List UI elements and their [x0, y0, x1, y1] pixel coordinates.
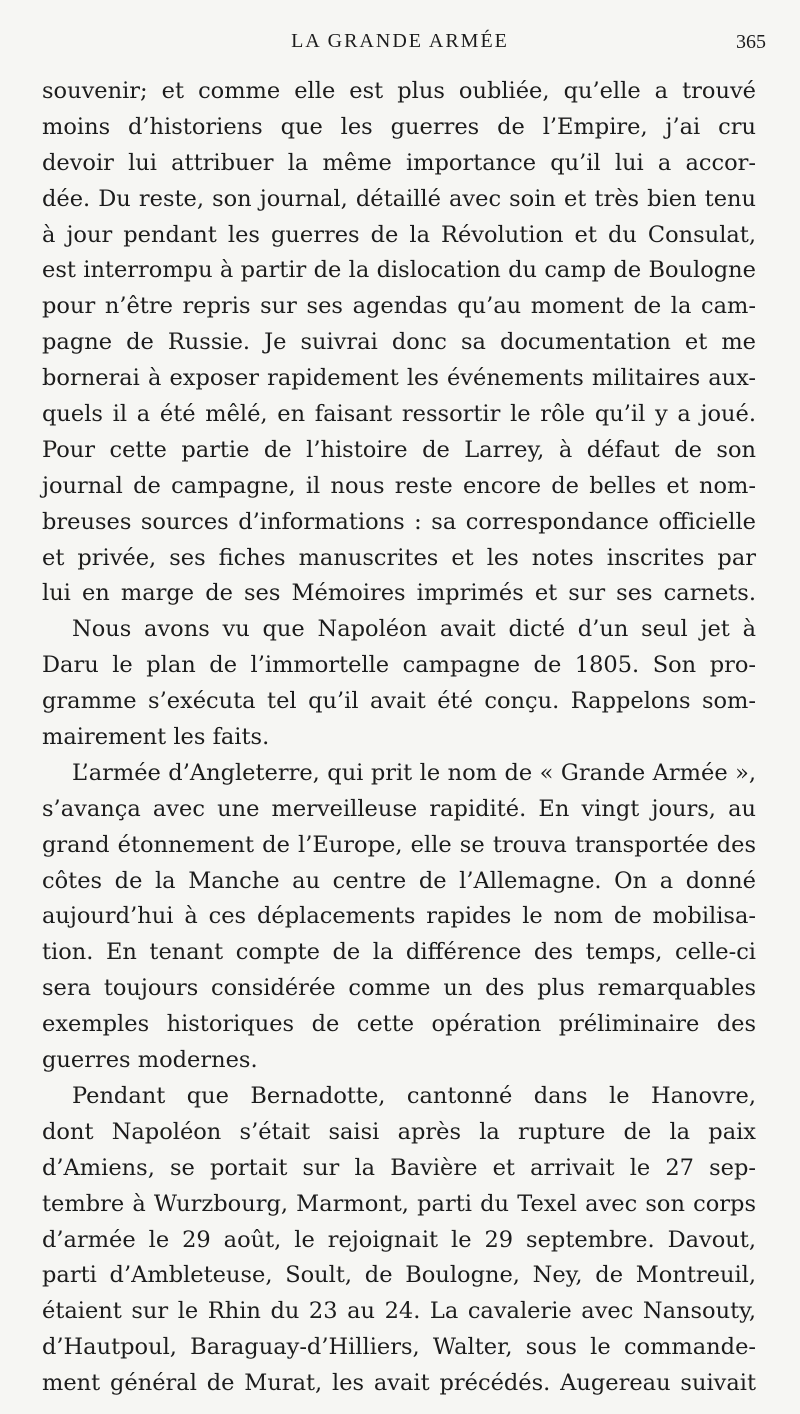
- text-line: gramme s’exécuta tel qu’il avait été conçu. Rappelons som-: [42, 688, 756, 715]
- text-line: dont Napoléon s’était saisi après la rupture de la paix: [42, 1118, 756, 1145]
- text-line: parti d’Ambleteuse, Soult, de Boulogne, Ney, de Montreuil,: [42, 1262, 756, 1289]
- text-line: Pendant que Bernadotte, cantonné dans le Hanovre,: [72, 1082, 756, 1109]
- text-line: tion. En tenant compte de la différence des temps, celle-ci: [42, 939, 756, 966]
- text-line: est interrompu à partir de la dislocation du camp de Boulogne: [42, 257, 756, 284]
- paragraph-4: [42, 1079, 756, 1402]
- text-line: s’avança avec une merveilleuse rapidité. En vingt jours, au: [42, 795, 756, 822]
- text-line: d’armée le 29 août, le rejoignait le 29 septembre. Davout,: [42, 1226, 756, 1253]
- text-line: d’Amiens, se portait sur la Bavière et arrivait le 27 sep-: [42, 1154, 756, 1181]
- text-line: mairement les faits.: [42, 724, 270, 751]
- text-line: grand étonnement de l’Europe, elle se trouva transportée des: [42, 831, 756, 858]
- running-head-title: LA GRANDE ARMÉE: [291, 30, 509, 52]
- text-line: guerres modernes.: [42, 1047, 258, 1074]
- text-line: Daru le plan de l’immortelle campagne de 1805. Son pro-: [42, 652, 756, 679]
- text-line: à jour pendant les guerres de la Révolution et du Consulat,: [42, 221, 756, 248]
- text-line: pagne de Russie. Je suivrai donc sa documentation et me: [42, 329, 756, 356]
- text-line: tembre à Wurzbourg, Marmont, parti du Texel avec son corps: [42, 1190, 756, 1217]
- text-line: côtes de la Manche au centre de l’Allemagne. On a donné: [42, 867, 756, 894]
- text-line: devoir lui attribuer la même importance qu’il lui a accor-: [42, 149, 756, 176]
- running-head: [0, 30, 800, 60]
- body-text: [42, 74, 756, 1402]
- text-line: L’armée d’Angleterre, qui prit le nom de « Grande Armée »,: [72, 759, 756, 786]
- text-line: breuses sources d’informations : sa correspondance officielle: [42, 508, 756, 535]
- text-line: journal de campagne, il nous reste encore de belles et nom-: [42, 472, 756, 499]
- text-line: souvenir; et comme elle est plus oubliée, qu’elle a trouvé: [42, 78, 756, 104]
- text-line: pour n’être repris sur ses agendas qu’au moment de la cam-: [42, 293, 756, 320]
- paragraph-3: [42, 756, 756, 1079]
- text-line: ment général de Murat, les avait précédés. Augereau suivait: [42, 1370, 756, 1397]
- text-line: dée. Du reste, son journal, détaillé avec soin et très bien tenu: [42, 185, 756, 212]
- text-line: Nous avons vu que Napoléon avait dicté d’un seul jet à: [72, 616, 756, 643]
- page-number: 365: [736, 31, 766, 53]
- text-line: quels il a été mêlé, en faisant ressortir le rôle qu’il y a joué.: [42, 401, 756, 428]
- text-line: Pour cette partie de l’histoire de Larrey, à défaut de son: [42, 436, 756, 463]
- text-line: exemples historiques de cette opération préliminaire des: [42, 1011, 756, 1038]
- paragraph-2: [42, 612, 756, 756]
- text-line: et privée, ses fiches manuscrites et les notes inscrites par: [42, 544, 756, 571]
- text-line: aujourd’hui à ces déplacements rapides le nom de mobilisa-: [42, 903, 756, 930]
- paragraph-1: [42, 74, 756, 612]
- text-line: étaient sur le Rhin du 23 au 24. La cavalerie avec Nansouty,: [42, 1298, 756, 1325]
- text-line: bornerai à exposer rapidement les événements militaires aux-: [42, 365, 756, 392]
- text-line: moins d’historiens que les guerres de l’Empire, j’ai cru: [42, 113, 756, 140]
- text-line: d’Hautpoul, Baraguay-d’Hilliers, Walter, sous le commande-: [42, 1334, 756, 1361]
- text-line: lui en marge de ses Mémoires imprimés et sur ses carnets.: [42, 580, 756, 607]
- text-line: sera toujours considérée comme un des plus remarquables: [42, 975, 756, 1002]
